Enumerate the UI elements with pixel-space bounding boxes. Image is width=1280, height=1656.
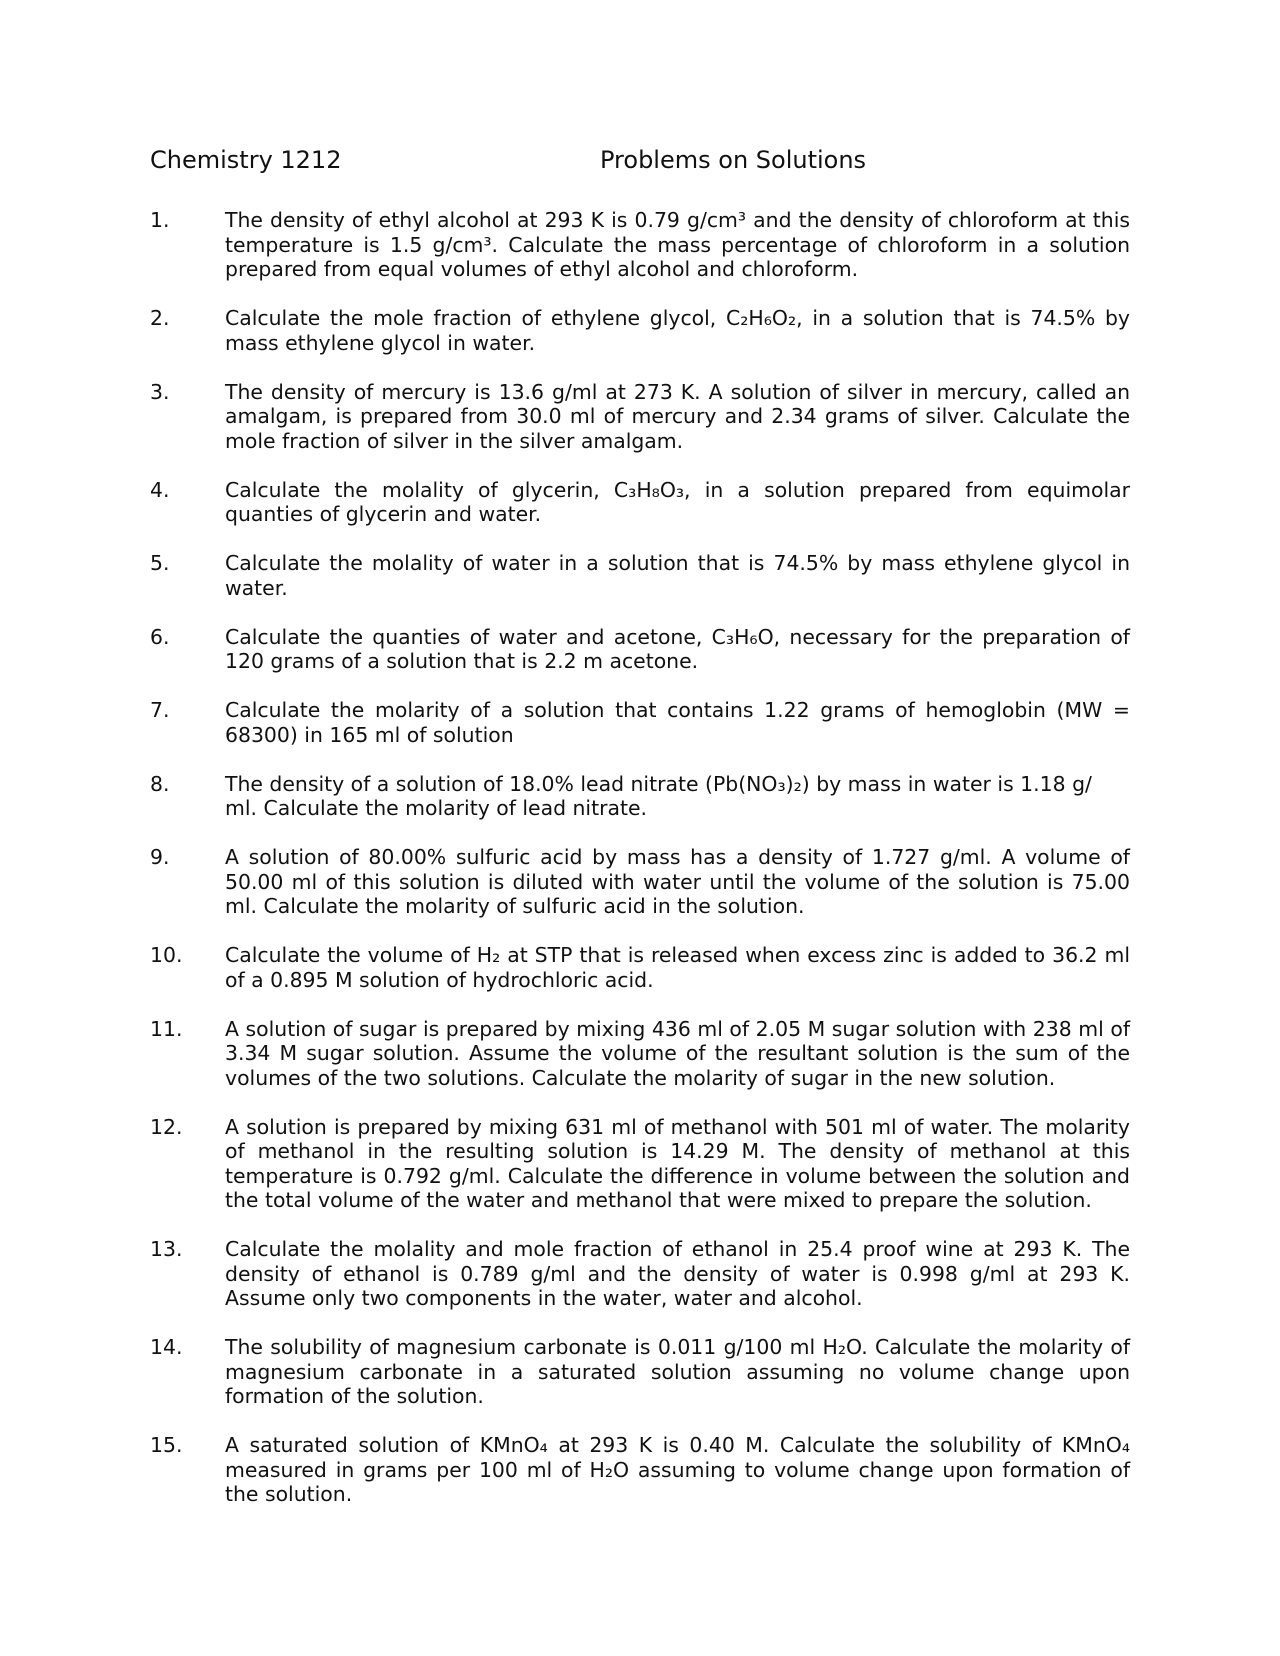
problem-text: A solution of sugar is prepared by mixing 436 ml of 2.05 M sugar solution with 238 ml of 3.34 M sugar solution. Assume the volume of the resultant solution is the sum of the volumes of the two solutions. Calculate the molarity of sugar in the new solution. bbox=[225, 1016, 1130, 1090]
page-title: Problems on Solutions bbox=[600, 146, 867, 174]
problem-number: 2. bbox=[150, 306, 170, 330]
problem-item bbox=[150, 551, 1130, 600]
problem-text: A solution of 80.00% sulfuric acid by mass has a density of 1.727 g/ml. A volume of 50.00 ml of this solution is diluted with water until the volume of the solution is 75.00 ml. Calculate the molarity of sulfuric acid in the solution. bbox=[225, 845, 1130, 918]
problem-item bbox=[150, 1017, 1130, 1091]
problem-item bbox=[150, 943, 1130, 992]
problem-number: 6. bbox=[150, 624, 170, 649]
problem-text: The density of ethyl alcohol at 293 K is 0.79 g/cm³ and the density of chloroform at this temperature is 1.5 g/cm³. Calculate the mass percentage of chloroform in a solution prepared from equal volumes of ethyl alcohol and chloroform. bbox=[225, 208, 1130, 281]
problem-number: 3. bbox=[150, 379, 170, 404]
page-header bbox=[150, 146, 1130, 180]
problem-number: 9. bbox=[150, 845, 170, 869]
problem-text: The solubility of magnesium carbonate is 0.011 g/100 ml H₂O. Calculate the molarity of magnesium carbonate in a saturated solution assuming no volume change upon formation of the solution. bbox=[225, 1335, 1130, 1408]
problem-number: 10. bbox=[150, 943, 183, 967]
problem-list bbox=[150, 208, 1130, 1531]
problem-text: The density of mercury is 13.6 g/ml at 273 K. A solution of silver in mercury, called an amalgam, is prepared from 30.0 ml of mercury and 2.34 grams of silver. Calculate the mole fraction of silver in the silver amalgam. bbox=[225, 379, 1130, 453]
problem-number: 1. bbox=[150, 208, 170, 232]
problem-item bbox=[150, 1115, 1130, 1213]
problem-item bbox=[150, 208, 1130, 282]
problem-number: 5. bbox=[150, 551, 170, 575]
problem-number: 14. bbox=[150, 1335, 183, 1359]
problem-number: 13. bbox=[150, 1237, 183, 1261]
problem-number: 11. bbox=[150, 1016, 183, 1041]
course-name: Chemistry 1212 bbox=[150, 146, 342, 174]
problem-text: Calculate the mole fraction of ethylene glycol, C₂H₆O₂, in a solution that is 74.5% by mass ethylene glycol in water. bbox=[225, 306, 1130, 355]
problem-number: 8. bbox=[150, 771, 170, 796]
problem-text: Calculate the molality of glycerin, C₃H₈O₃, in a solution prepared from equimolar quanties of glycerin and water. bbox=[225, 477, 1130, 526]
problem-text: The density of a solution of 18.0% lead nitrate (Pb(NO₃)₂) by mass in water is 1.18 g/ ml. Calculate the molarity of lead nitrate. bbox=[225, 771, 1092, 820]
problem-text: Calculate the volume of H₂ at STP that is released when excess zinc is added to 36.2 ml of a 0.895 M solution of hydrochloric acid. bbox=[225, 943, 1130, 992]
problem-text: Calculate the molarity of a solution that contains 1.22 grams of hemoglobin (MW = 68300) in 165 ml of solution bbox=[225, 698, 1130, 747]
problem-text: Calculate the molality and mole fraction of ethanol in 25.4 proof wine at 293 K. The density of ethanol is 0.789 g/ml and the density of water is 0.998 g/ml at 293 K. Assume only two components in the water, water and alcohol. bbox=[225, 1237, 1130, 1310]
problem-item bbox=[150, 1433, 1130, 1507]
problem-item bbox=[150, 380, 1130, 454]
problem-text: A solution is prepared by mixing 631 ml of methanol with 501 ml of water. The molarity of methanol in the resulting solution is 14.29 M. The density of methanol at this temperature is 0.792 g/ml. Calculate the difference in volume between the solution and the total volume of the water and methanol that were mixed to prepare the solution. bbox=[225, 1114, 1130, 1212]
problem-number: 4. bbox=[150, 477, 170, 502]
problem-text: Calculate the quanties of water and acetone, C₃H₆O, necessary for the preparation of 120 grams of a solution that is 2.2 m acetone. bbox=[225, 624, 1130, 673]
problem-number: 12. bbox=[150, 1114, 183, 1139]
problem-item bbox=[150, 772, 1130, 821]
problem-item bbox=[150, 845, 1130, 919]
problem-item bbox=[150, 1237, 1130, 1311]
problem-number: 15. bbox=[150, 1433, 183, 1457]
problem-item bbox=[150, 698, 1130, 747]
problem-item bbox=[150, 1335, 1130, 1409]
problem-item bbox=[150, 478, 1130, 527]
problem-text: A saturated solution of KMnO₄ at 293 K is 0.40 M. Calculate the solubility of KMnO₄ measured in grams per 100 ml of H₂O assuming to volume change upon formation of the solution. bbox=[225, 1433, 1130, 1506]
problem-item bbox=[150, 306, 1130, 355]
problem-number: 7. bbox=[150, 698, 170, 722]
problem-item bbox=[150, 625, 1130, 674]
problem-text: Calculate the molality of water in a solution that is 74.5% by mass ethylene glycol in water. bbox=[225, 551, 1130, 600]
